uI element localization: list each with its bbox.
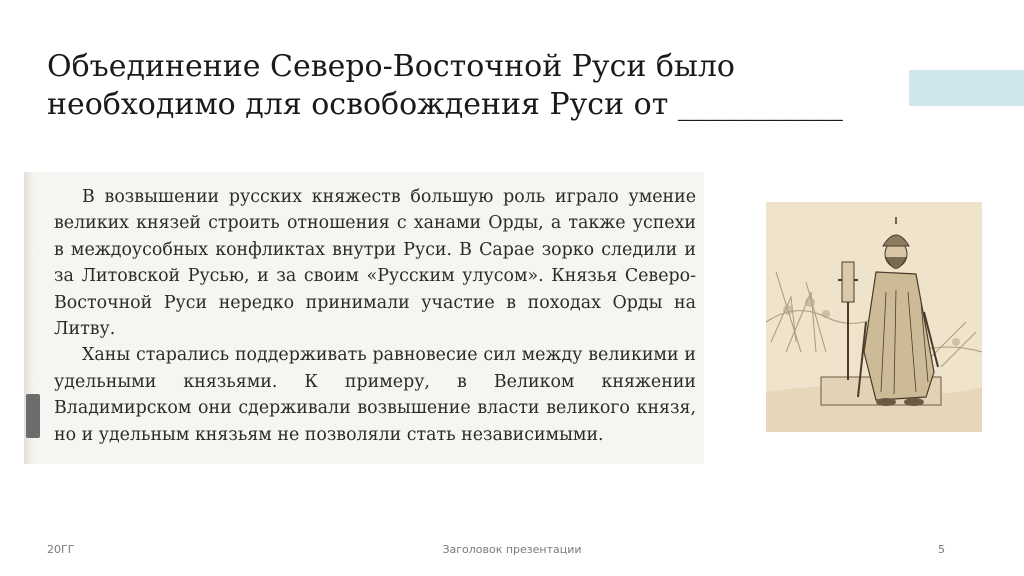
excerpt-paragraph-2: Ханы старались поддерживать равновесие сил между великими и удельными князьями. К примеру, в Великом княжении Владимирском они сдерживали возвышение власти великого князя, но и удельным князьям не позволяли стать независимыми. (54, 345, 696, 445)
prince-engraving-image (766, 202, 982, 432)
footer-date: 20ГГ (47, 543, 75, 556)
excerpt-paragraph-1: В возвышении русских княжеств большую роль играло умение великих князей строить отношения с ханами Орды, а также успехи в междоусобных конфликтах внутри Руси. В Сарае зорко следили и за Литовской Русью, и за своим «Русским улусом». Князья Северо-Восточной Руси нередко принимали участие в походах Орды на Литву. (54, 187, 696, 340)
footer-presentation-title: Заголовок презентации (442, 543, 582, 556)
slide-title-line-2: необходимо для освобождения Руси от ___________ (47, 87, 843, 122)
slide-title-line-1: Объединение Северо-Восточной Руси было (47, 49, 735, 84)
slide-title (47, 48, 907, 124)
scan-bookmark-tab (26, 394, 40, 438)
footer-page-number: 5 (938, 543, 945, 556)
accent-decoration (909, 70, 1024, 106)
textbook-excerpt-text (54, 184, 696, 448)
textbook-excerpt (24, 172, 704, 464)
prince-illustration (766, 202, 982, 432)
